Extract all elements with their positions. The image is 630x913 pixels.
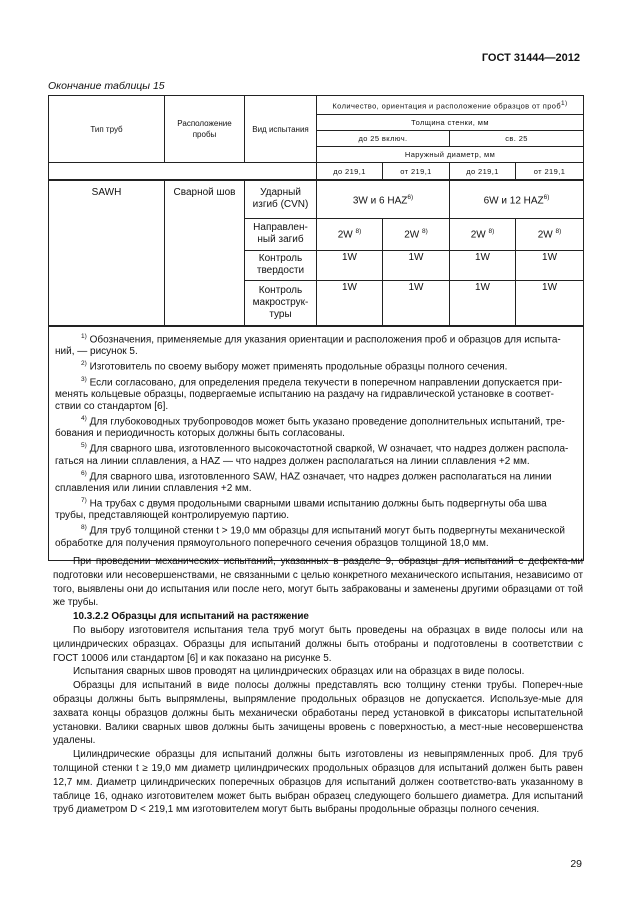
- cell-cvn-over-25: [450, 180, 584, 218]
- footnote-3-mark: 3): [81, 375, 87, 383]
- header-diameter-1: до 219,1: [317, 163, 383, 181]
- footnote-5: [55, 440, 577, 467]
- header-samples-group: [317, 96, 584, 115]
- footnote-8: [55, 522, 577, 549]
- cell-macro-1: 1W: [317, 280, 383, 326]
- header-thickness-over-25: св. 25: [450, 131, 584, 147]
- cell-test-hardness: Контроль твердости: [245, 250, 317, 280]
- cell-bend-3: [450, 218, 516, 250]
- footnote-1-text: Обозначения, применяемые для указания ориентации и расположения проб и образцов для испыта-ний, — рисунок 5.: [55, 334, 561, 358]
- page-number: 29: [570, 858, 582, 870]
- cell-test-cvn: Ударный изгиб (CVN): [245, 180, 317, 218]
- footnote-2-text: Изготовитель по своему выбору может применять продольные образцы полного сечения.: [89, 361, 508, 373]
- cell-cvn-upto-25-note: 6): [407, 193, 414, 201]
- paragraph-specimen-choice: По выбору изготовителя испытания тела труб могут быть проведены на образцах в виде полосы или на цилиндрических образцах. Образцы для испытаний должны быть отобраны и подготовлены в соответствии с ГОСТ 10006 или стандартом [6] и как показано на рисунке 5.: [53, 624, 583, 664]
- cell-cvn-upto-25: [317, 180, 450, 218]
- header-test-type: Вид испытания: [245, 96, 317, 163]
- cell-macro-3: 1W: [450, 280, 516, 326]
- cell-bend-2: [383, 218, 450, 250]
- footnote-8-mark: 8): [81, 524, 87, 532]
- footnote-6-text: Для сварного шва, изготовленного SAW, HAZ означает, что надрез должен располагаться на линии сплавления или линии сплавления +2 мм.: [55, 470, 552, 494]
- header-outer-diameter: Наружный диаметр, мм: [317, 147, 584, 163]
- footnote-7-mark: 7): [81, 496, 87, 504]
- header-diameter-3: до 219,1: [450, 163, 516, 181]
- cell-bend-1-value: 2W: [337, 229, 353, 241]
- cell-bend-3-note: 8): [488, 228, 495, 236]
- cell-location: Сварной шов: [165, 180, 245, 326]
- cell-pipe-type: SAWH: [49, 180, 165, 326]
- header-wall-thickness: Толщина стенки, мм: [317, 115, 584, 131]
- cell-bend-1: [317, 218, 383, 250]
- cell-cvn-over-25-value: 6W и 12 HAZ: [483, 194, 544, 206]
- cell-macro-4: 1W: [516, 280, 584, 326]
- footnote-8-text: Для труб толщиной стенки t > 19,0 мм образцы для испытаний могут быть подвергнуты механической обработке для получения прямоугольного поперечного сечения образцов толщиной 18,0 мм.: [55, 525, 566, 549]
- paragraph-round-specimens: Цилиндрические образцы для испытаний должны быть изготовлены из невыпрямленных проб. Для труб толщиной стенки t ≥ 19,0 мм диаметр цилиндрических продольных образцов для испытаний должен быть равен 12,7 мм. Диаметр цилиндрических поперечных образцов для испытаний должен соответство-вать указанному в таблице 16, однако изготовителем может быть выбран образец следующего большего диаметра. Для испытаний труб диаметром D < 219,1 мм изготовителем могут быть выбраны продольные образцы полного сечения.: [53, 749, 583, 816]
- footnote-3: [55, 374, 577, 413]
- footnote-7-text: На трубах с двумя продольными сварными швами испытанию должны быть подвергнуты оба шва трубы, представляющей контролируемую партию.: [55, 498, 547, 522]
- cell-hardness-2: 1W: [383, 250, 450, 280]
- cell-bend-2-value: 2W: [404, 229, 420, 241]
- cell-bend-1-note: 8): [355, 228, 362, 236]
- footnote-2-mark: 2): [81, 360, 87, 368]
- footnote-3-text: Если согласовано, для определения предела текучести в поперечном направлении допускается при-менять кольцевые образцы, подвергаемые испытанию на раздачу на гидравлической установке в соответ-ствии со стандартом [6].: [55, 376, 563, 412]
- header-diameter-4: от 219,1: [516, 163, 584, 181]
- body-text: [53, 555, 583, 817]
- document-id: ГОСТ 31444—2012: [481, 52, 580, 64]
- footnote-4-text: Для глубоководных трубопроводов может быть указано проведение дополнительных испытаний, тре-бования и периодичность которых должны быть согласованы.: [55, 416, 565, 440]
- footnote-1: [55, 331, 577, 358]
- cell-bend-4-value: 2W: [537, 229, 553, 241]
- cell-bend-4: [516, 218, 584, 250]
- footnote-5-text: Для сварного шва, изготовленного высокочастотной сваркой, W означает, что надрез должен распола-гаться на линии сплавления, а HAZ — что надрез должен располагаться на линии сплавления +2 мм.: [55, 443, 569, 467]
- footnote-4: [55, 413, 577, 440]
- cell-cvn-upto-25-value: 3W и 6 HAZ: [352, 194, 408, 206]
- header-diameter-2: от 219,1: [383, 163, 450, 181]
- section-heading-10-3-2-2: 10.3.2.2 Образцы для испытаний на растяжение: [73, 611, 309, 623]
- header-pipe-type: Тип труб: [49, 96, 165, 163]
- footnote-6-mark: 6): [81, 469, 87, 477]
- footnote-1-mark: 1): [81, 333, 87, 340]
- cell-macro-2: 1W: [383, 280, 450, 326]
- cell-cvn-over-25-note: 6): [543, 193, 550, 201]
- footnote-2: [55, 358, 577, 373]
- cell-bend-2-note: 8): [422, 228, 428, 236]
- table-15: [48, 95, 584, 561]
- footnote-5-mark: 5): [81, 442, 87, 450]
- cell-hardness-3: 1W: [450, 250, 516, 280]
- paragraph-defects: При проведении механических испытаний, указанных в разделе 9, образцы для испытаний с дефекта-ми подготовки или несовершенствами, не связанными с целью конкретного механического испытания, независимо от того, выявлены они до испытания или после него, могут быть забракованы и заменены другими образцами от той же трубы.: [53, 556, 583, 609]
- header-sample-location: Расположение пробы: [165, 96, 245, 163]
- table-caption: Окончание таблицы 15: [48, 80, 165, 92]
- cell-hardness-4: 1W: [516, 250, 584, 280]
- paragraph-strip-specimens: Образцы для испытаний в виде полосы должны представлять всю толщину стенки трубы. Попереч-ные образцы должны быть выпрямлены, выпрямление продольных образцов не допускается. Используе-мые для захвата концы образцов должны быть механически обработаны перед установкой в фиксаторы испытательной установки. Валики сварных швов должны быть зачищены вровень с поверхностью, а мест-ные несовершенства удалены.: [53, 680, 583, 747]
- cell-bend-4-note: 8): [555, 228, 562, 236]
- footnote-6: [55, 468, 577, 495]
- header-samples-group-text: Количество, ориентация и расположение образцов от проб: [332, 101, 562, 111]
- header-thickness-upto-25: до 25 включ.: [317, 131, 450, 147]
- paragraph-weld-tests: Испытания сварных швов проводят на цилиндрических образцах или на образцах в виде полосы.: [73, 666, 525, 678]
- footnote-7: [55, 495, 577, 522]
- footnote-4-mark: 4): [81, 414, 87, 422]
- cell-hardness-1: 1W: [317, 250, 383, 280]
- cell-test-bend: Направлен-ный загиб: [245, 218, 317, 250]
- header-samples-group-note: 1): [561, 99, 568, 107]
- cell-test-macro: Контроль макрострук-туры: [245, 280, 317, 326]
- table-footnotes: [49, 326, 584, 560]
- cell-bend-3-value: 2W: [470, 229, 486, 241]
